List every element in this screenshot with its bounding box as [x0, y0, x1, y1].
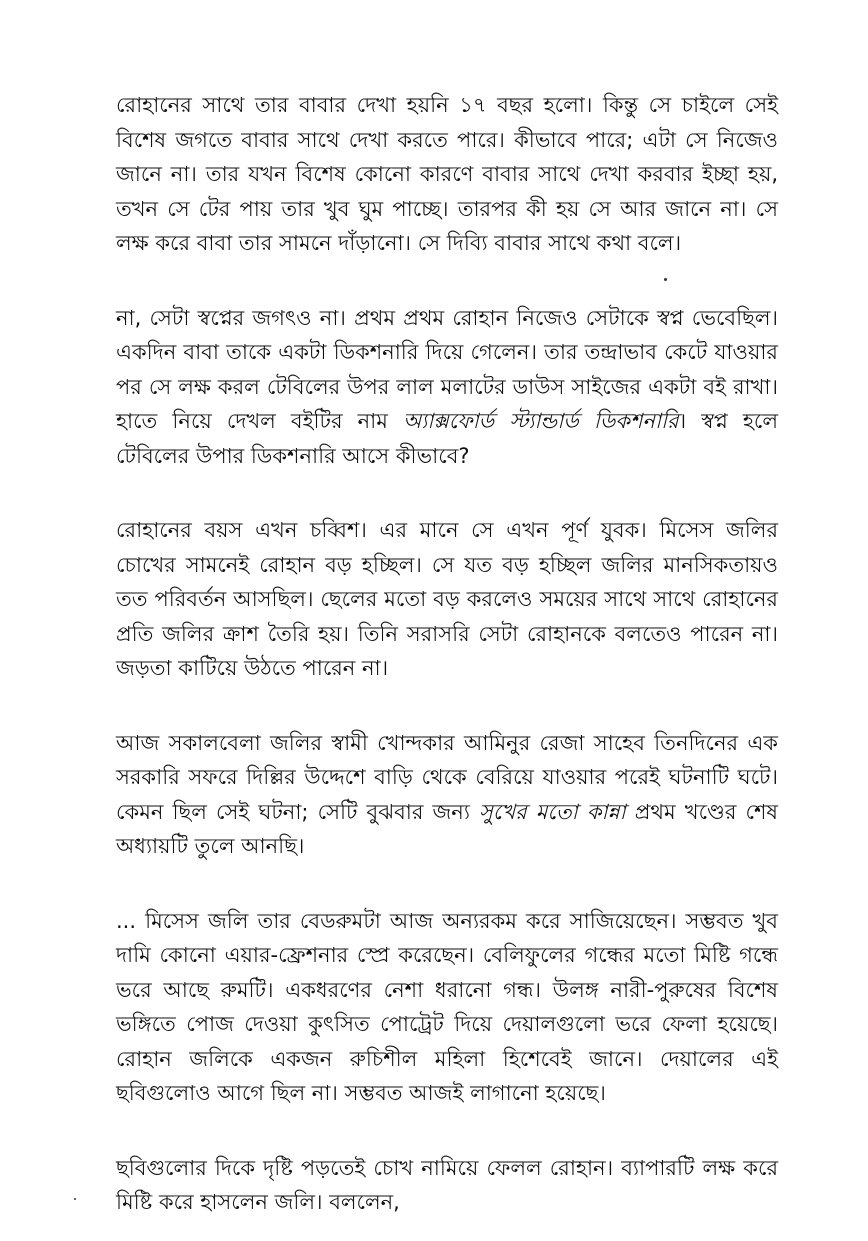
paragraph-6: [116, 1151, 778, 1220]
paragraph-1: [116, 88, 778, 261]
paragraph-6-text: ছবিগুলোর দিকে দৃষ্টি পড়তেই চোখ নামিয়ে ফেলল রোহান। ব্যাপারটি লক্ষ করে মিষ্টি করে হাসলেন জলি। বললেন,: [116, 1155, 778, 1214]
paragraph-3: [116, 513, 778, 686]
paragraph-1-text: রোহানের সাথে তার বাবার দেখা হয়নি ১৭ বছর হলো। কিন্তু সে চাইলে সেই বিশেষ জগতে বাবার সাথে দেখা করতে পারে। কীভাবে পারে; এটা সে নিজেও জানে না। তার যখন বিশেষ কোনো কারণে বাবার সাথে দেখা করবার ইচ্ছা হয়, তখন সে টের পায় তার খুব ঘুম পাচ্ছে। তারপর কী হয় সে আর জানে না। সে লক্ষ করে বাবা তার সামনে দাঁড়ানো। সে দিব্যি বাবার সাথে কথা বলে।: [116, 93, 778, 255]
scan-speck: [664, 278, 667, 281]
dictionary-title: অ্যাক্সফোর্ড স্ট্যান্ডার্ড ডিকশনারি: [402, 409, 679, 433]
book-title: সুখের মতো কান্না: [479, 799, 626, 824]
paragraph-5-text: ... মিসেস জলি তার বেডরুমটা আজ অন্যরকম করে সাজিয়েছেন। সম্ভবত খুব দামি কোনো এয়ার-ফ্রেশনার স্প্রে করেছেন। বেলিফুলের গন্ধের মতো মিষ্টি গন্ধে ভরে আছে রুমটি। একধরণের নেশা ধরানো গন্ধ। উলঙ্গ নারী-পুরুষের বিশেষ ভঙ্গিতে পোজ দেওয়া কুৎসিত পোট্রেট দিয়ে দেয়ালগুলো ভরে ফেলা হয়েছে। রোহান জলিকে একজন রুচিশীল মহিলা হিশেবেই জানে। দেয়ালের এই ছবিগুলোও আগে ছিল না। সম্ভবত আজই লাগানো হয়েছে।: [116, 908, 778, 1105]
paragraph-4-text-b: প্রথম খণ্ডের শেষ অধ্যায়টি তুলে আনছি।: [116, 799, 778, 858]
paragraph-2-text-b: । স্বপ্ন হলে টেবিলের উপার ডিকশনারি আসে কীভাবে?: [116, 409, 779, 468]
paragraph-2-text-a: না, সেটা স্বপ্নের জগৎও না। প্রথম প্রথম রোহান নিজেও সেটাকে স্বপ্ন ভেবেছিল। একদিন বাবা তাকে একটা ডিকশনারি দিয়ে গেলেন। তার তন্দ্রাভাব কেটে যাওয়ার পর সে লক্ষ করল টেবিলের উপর লাল মলাটের ডাউস সাইজের একটা বই রাখা। হাতে নিয়ে দেখল বইটির নাম: [116, 305, 778, 433]
paragraph-2: [116, 301, 778, 474]
paragraph-3-text: রোহানের বয়স এখন চব্বিশ। এর মানে সে এখন পূর্ণ যুবক। মিসেস জলির চোখের সামনেই রোহান বড় হচ্ছিল। সে যত বড় হচ্ছিল জলির মানসিকতায়ও তত পরিবর্তন আসছিল। ছেলের মতো বড় করলেও সময়ের সাথে সাথে রোহানের প্রতি জলির ক্রাশ তৈরি হয়। তিনি সরাসরি সেটা রোহানকে বলতেও পারেন না। জড়তা কাটিয়ে উঠতে পারেন না।: [116, 518, 778, 680]
paragraph-4: [116, 726, 778, 864]
paragraph-4-text-a: আজ সকালবেলা জলির স্বামী খোন্দকার আমিনুর রেজা সাহেব তিনদিনের এক সরকারি সফরে দিল্লির উদ্দেশে বাড়ি থেকে বেরিয়ে যাওয়ার পরেই ঘটনাটি ঘটে। কেমন ছিল সেই ঘটনা; সেটি বুঝবার জন্য: [116, 730, 778, 824]
scan-speck: [74, 1198, 76, 1200]
paragraph-5: [116, 904, 778, 1111]
